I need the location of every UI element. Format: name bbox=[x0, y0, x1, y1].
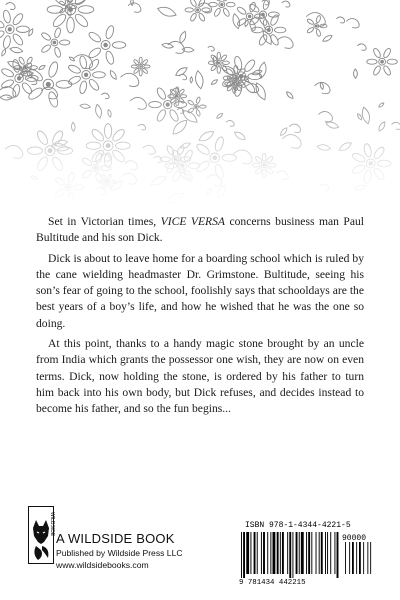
blurb-paragraph-3: At this point, thanks to a handy magic stone brought by an uncle from India which grants the possessor one wish, they are now on even terms. Dick, now holding the stone, is ordered by his father to turn him back into his own body, but Dick refuses, and decides instead to become his father, and so the fun begins... bbox=[36, 337, 364, 416]
publisher-block bbox=[28, 506, 208, 584]
isbn-label: ISBN 978-1-4344-4221-5 bbox=[245, 521, 351, 530]
isbn-barcode bbox=[233, 520, 377, 592]
ornament-fade bbox=[0, 0, 400, 210]
blurb-p1-rest: concerns business man Paul Bultitude and his son Dick. bbox=[36, 215, 364, 245]
wildside-fox-logo bbox=[28, 506, 54, 564]
price-code: 90000 bbox=[342, 534, 367, 543]
blurb-paragraph-1 bbox=[36, 214, 364, 247]
publisher-name: A WILDSIDE BOOK bbox=[56, 531, 175, 546]
blurb-p1-lead: Set in Victorian times, bbox=[48, 215, 161, 228]
barcode-number: 9 781434 442215 bbox=[239, 579, 306, 587]
book-title: VICE VERSA bbox=[160, 215, 226, 228]
blurb-paragraph-2: Dick is about to leave home for a boarding school which is ruled by the cane wielding headmaster Dr. Grimstone. Bultitude, seeing his son’s fear of going to the school, foolishly says that schooldays are the best years of a boy’s life, and how he wished that he was the one so doing. bbox=[36, 251, 364, 330]
published-by: Published by Wildside Press LLC bbox=[56, 548, 183, 558]
back-cover-blurb bbox=[36, 214, 364, 422]
publisher-url: www.wildsidebooks.com bbox=[56, 560, 149, 570]
logo-wordmark: WILDSIDE bbox=[49, 512, 55, 537]
